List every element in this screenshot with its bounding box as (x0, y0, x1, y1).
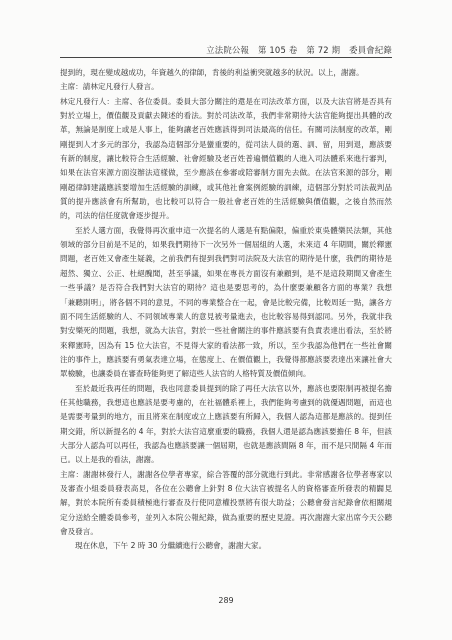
volume-number: 第 105 卷 (257, 45, 298, 55)
paragraph: 現在休息，下午 2 時 30 分繼續進行公聽會，謝謝大家。 (75, 541, 267, 551)
paragraph: 提到的，現在變成越成功，年資越久的律師，肯後的利益衝突就越多的狀況。以上，謝謝。 (60, 68, 364, 77)
section-name: 委員會紀錄 (349, 45, 392, 55)
page-number: 289 (218, 596, 234, 605)
paragraph: 林定凡發行人：主席、各位委員。委員大部分關注的還是在司法改革方面，以及大法官將是否具有對於立場上，價值觀及貢獻去陳述的看法。對於司法改革，我們非常期待大法官能夠提出具體的改革，無論是制度上或是人事上，能夠讓老百姓應該得到司法最高的信任。有關司法制度的改革，剛剛提到人才多元的部分，我認為這個部分是蠻重要的，從司法人員的選、訓、留，用到退，應該要有新的制度，讓比較符合生活經驗、社會經驗及老百姓普遍價值觀的人進入司法體系來進行審判，如果在法官來源方面沒辦法這樣做，至少應該在參審或陪審制方面先去做。在法官來源的部分，剛剛趙律師建議應該要增加生活經驗的訓練，或其他社會案例經驗的訓練，這個部分對於司法裁判品質的提升應該會有所幫助，也比較可以符合一般社會老百姓的生活經驗與價值觀，之後自然而然的，司法的信任度就會逐步提升。 (60, 96, 392, 221)
paragraph: 主席：謝謝林發行人，謝謝各位學者專家，綜合答覆的部分就進行到此。非常感謝各位學者專家以及審查小組委員發表高見，各位在公聽會上針對 8 位大法官被提名人的資格審查所發表的精闢見解，對於本院所有委員積極進行審查及行使同意權投票將有很大助益；公聽會發言紀錄會依相關規定分送給全體委員參考，並列入本院公報紀錄，做為重要的歷史見證。再次謝謝大家出席今天公聽會及發言。 (60, 469, 392, 536)
header-rule (60, 57, 392, 58)
paragraph: 至於人選方面，我覺得再次重申這一次提名的人選是有點偏限，偏重於東吳體樂民法類，其他領域的部分目前是不足的，如果我們期待下一次另外一個屆組的人選，未來這 4 年期間，關於釋憲問題，老百姓又會產生疑義，之前我們有提到我們對司法院及大法官的期待是什麼，我們的期待是超然、獨立、公正、杜絕醜聞，甚至爭議，如果在專長方面沒有兼顧到，是不是這段期間又會產生一些爭議？是否符合我們對大法官的期待？這也是要思考的，為什麼要兼顧各方面的專業？我想「兼聽則明」，將各個不同的意見，不同的專業整合在一起，會是比較完備，比較周延一點，讓各方面不同生活經驗的人、不同領域專業人的意見被考量進去，也比較容易得到認同。另外，我就非我對安樂死的問題，我想，就為大法官，對於一些社會關注的事件應該要有負責表達出看法，至於將來釋憲時，因為有 15 位大法官，不見得大家的看法都一致，所以，至少我認為他們在一些社會關注的事件上，應該要有勇氣表達立場，在態度上、在價值觀上，我覺得都應該要表達出來讓社會大眾檢驗，也讓委員在審查時能夠更了解這些人法官的人格特質及價值傾向。 (60, 225, 392, 379)
page-header (60, 44, 392, 56)
issue-number: 第 72 期 (306, 45, 341, 55)
paragraph: 主席：請林定凡發行人發言。 (60, 82, 159, 92)
paragraph: 至於最近我再任的問題，我也同意委員提到的除了再任大法官以外，應該也要限制再被提名擔任其他職務，我想這也應該是要考慮的，在社福體系裡上，我們能夠考慮到的就優遇問題，而這也是需要考量到的地方，而且將來在制度或立上應該要有所歸入，我個人認為這都是應該的。提到任期交錯，所以新提名的 4 年，對於大法官這麼重要的職務，我個人還是認為應該要擔任 8 年，但該大部分人認為可以再任，我認為也應該要讓一個屆期，也就是應該間隔 8 年，而不是只間隔 4 年而已。以上是我的看法，謝謝。 (60, 383, 392, 465)
publication-name: 立法院公報 (206, 45, 250, 55)
document-body (60, 66, 392, 554)
